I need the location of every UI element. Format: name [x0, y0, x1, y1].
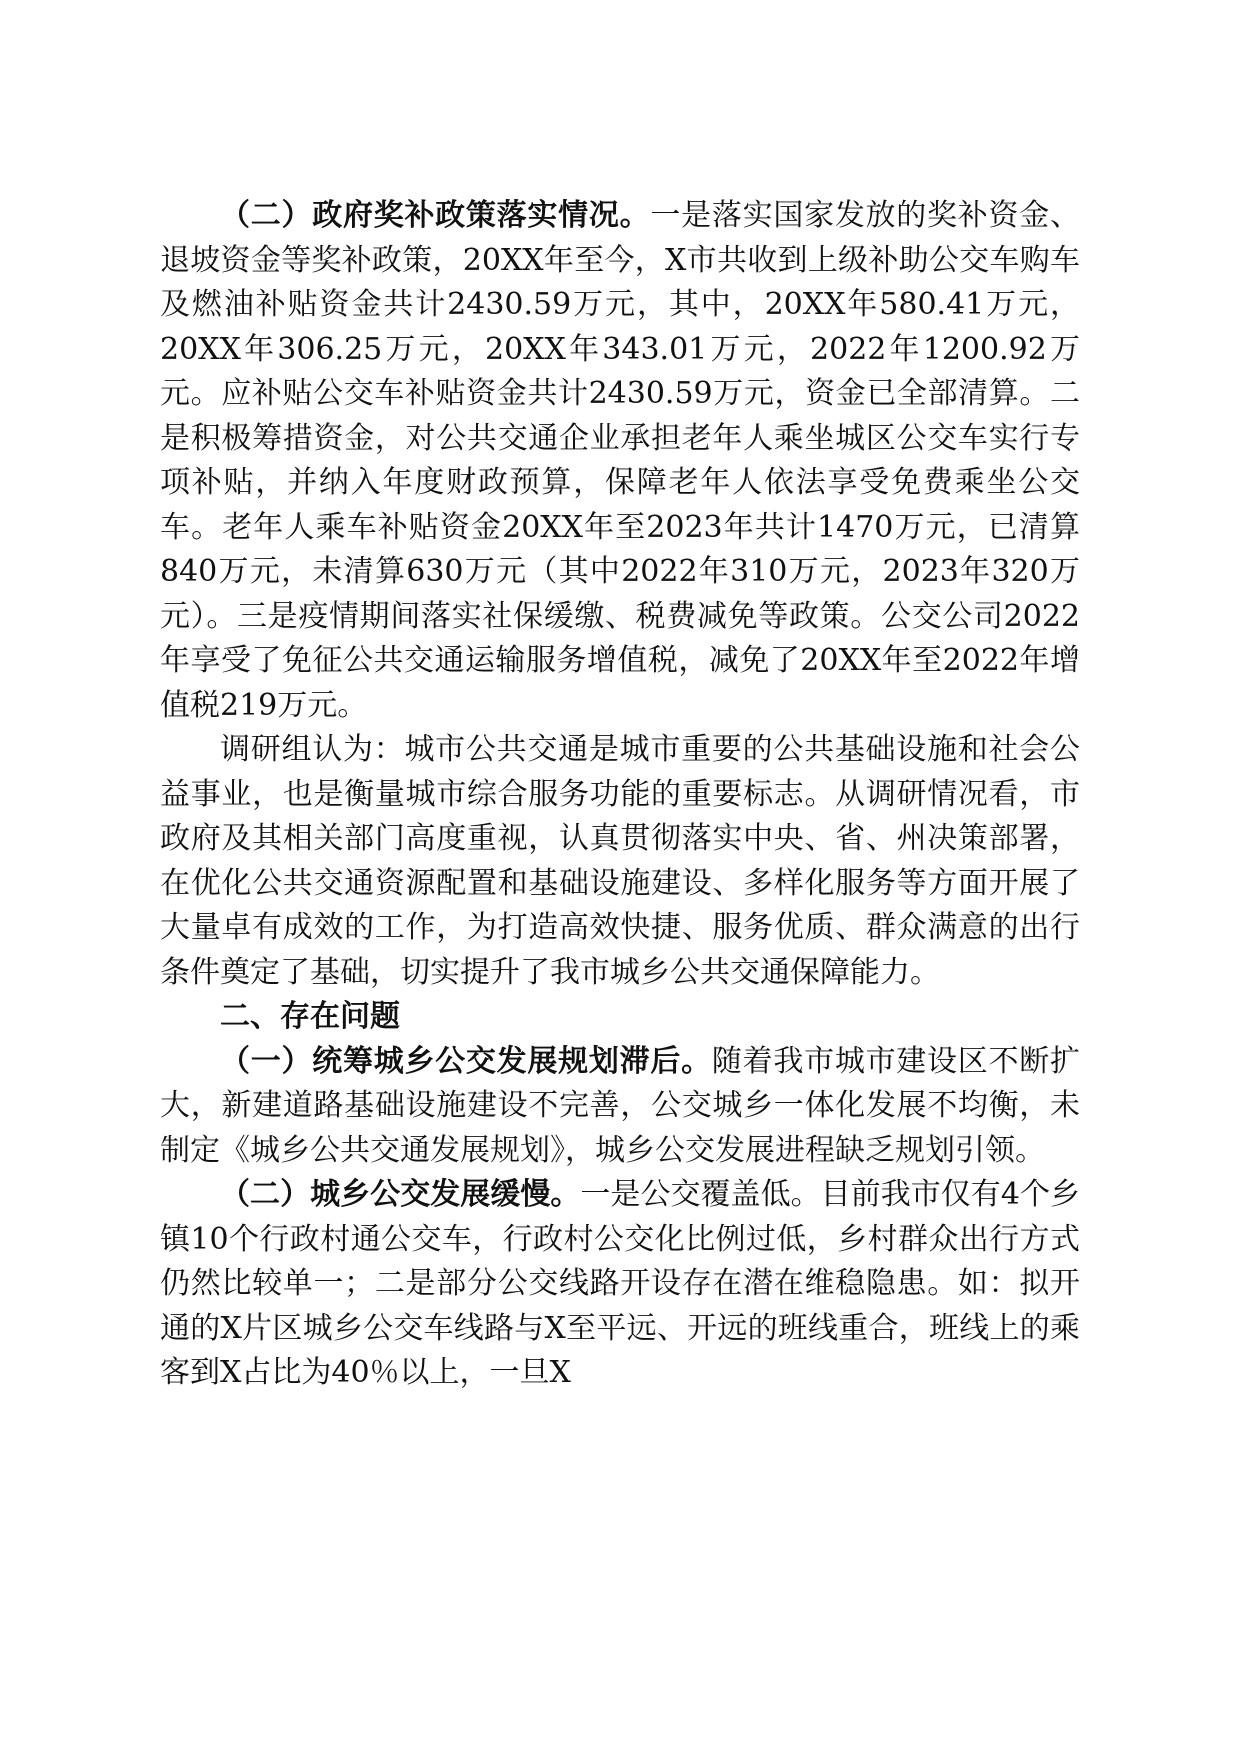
paragraph-slow-development	[160, 1173, 1080, 1396]
paragraph-text: 一是公交覆盖低。目前我市仅有4个乡镇10个行政村通公交车，行政村公交化比例过低，乡村群众出行方式仍然比较单一；二是部分公交线路开设存在潜在维稳隐患。如：拟开通的X片区城乡公交车线路与X至平远、开远的班线重合，班线上的乘客到X占比为40％以上，一旦X	[160, 1177, 1080, 1390]
paragraph-text: 一是落实国家发放的奖补资金、退坡资金等奖补政策，20XX年至今，X市共收到上级补助公交车购车及燃油补贴资金共计2430.59万元，其中，20XX年580.41万元，20XX年306.25万元，20XX年343.01万元，2022年1200.92万元。应补贴公交车补贴资金共计2430.59万元，资金已全部清算。二是积极筹措资金，对公共交通企业承担老年人乘坐城区公交车实行专项补贴，并纳入年度财政预算，保障老年人依法享受免费乘坐公交车。老年人乘车补贴资金20XX年至2023年共计1470万元，已清算840万元，未清算630万元（其中2022年310万元，2023年320万元）。三是疫情期间落实社保缓缴、税费减免等政策。公交公司2022年享受了免征公共交通运输服务增值税，减免了20XX年至2022年增值税219万元。	[160, 198, 1081, 723]
document-body	[160, 194, 1080, 1396]
paragraph-research-group-opinion	[160, 728, 1080, 995]
paragraph-text: 随着我市城市建设区不断扩大，新建道路基础设施建设不完善，公交城乡一体化发展不均衡，未制定《城乡公共交通发展规划》，城乡公交发展进程缺乏规划引领。	[160, 1043, 1081, 1168]
subheading-planning-lag: （一）统筹城乡公交发展规划滞后。	[220, 1043, 712, 1079]
subheading-subsidy-policy: （二）政府奖补政策落实情况。	[220, 198, 651, 233]
paragraph-planning-lag	[160, 1040, 1080, 1174]
subheading-slow-development: （二）城乡公交发展缓慢。	[220, 1177, 581, 1212]
section-heading-problems	[160, 995, 1080, 1040]
paragraph-text: 调研组认为：城市公共交通是城市重要的公共基础设施和社会公益事业，也是衡量城市综合服务功能的重要标志。从调研情况看，市政府及其相关部门高度重视，认真贯彻落实中央、省、州决策部署，在优化公共交通资源配置和基础设施建设、多样化服务等方面开展了大量卓有成效的工作，为打造高效快捷、服务优质、群众满意的出行条件奠定了基础，切实提升了我市城乡公共交通保障能力。	[160, 732, 1080, 990]
section-title: 二、存在问题	[220, 999, 400, 1034]
paragraph-subsidy-policy	[160, 194, 1080, 728]
